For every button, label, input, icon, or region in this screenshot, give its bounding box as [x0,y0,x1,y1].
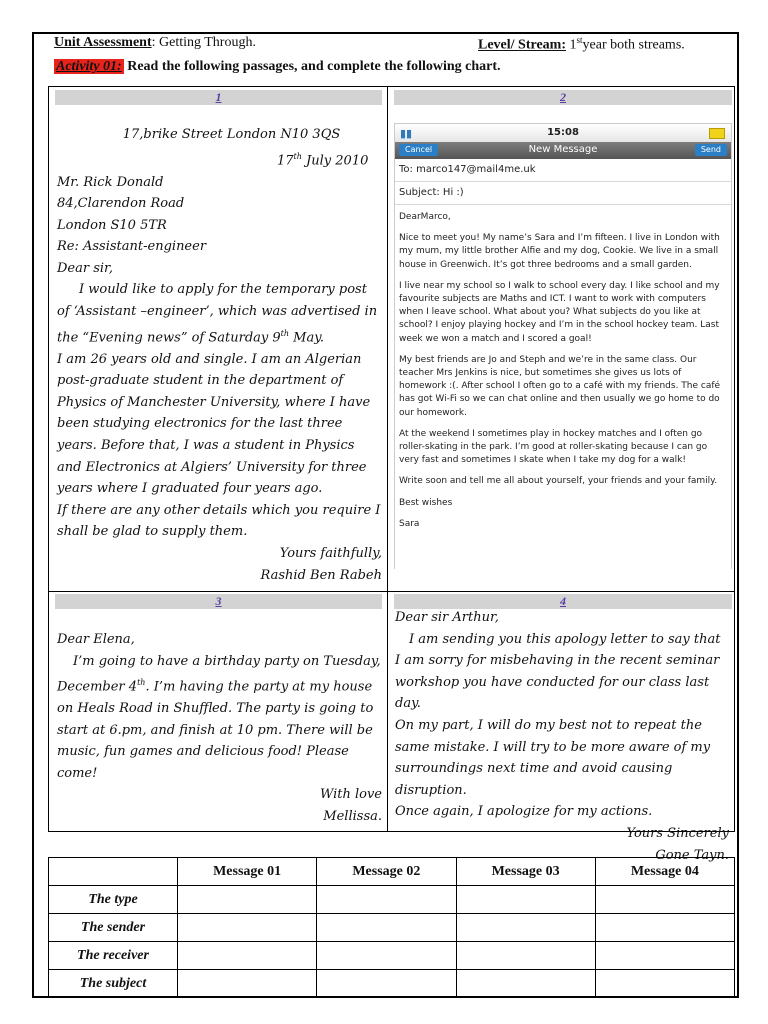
row-header: The sender [49,914,178,942]
column-header: Message 01 [178,858,317,886]
answer-cell[interactable] [317,970,456,998]
column-header: Message 04 [595,858,734,886]
subject-field[interactable]: Subject: Hi :) [395,182,731,205]
signal-icon: ▮▮ [400,127,413,140]
answer-cell[interactable] [317,914,456,942]
letter-paragraph: I’m going to have a birthday party on Tuesday, December 4th. I’m having the party at my house on Heals Road in Shuffled. The party is going to start at 6.pm, and finish at 10 pm. There will be music, fun games and delicious food! Please come! [57,653,381,781]
grid-divider-vertical [387,86,388,832]
email-paragraph: Write soon and tell me all about yourself, your friends and your family. [399,476,718,487]
answer-cell[interactable] [456,970,595,998]
column-header: Message 02 [317,858,456,886]
letter-greeting: Dear Elena, [57,632,135,647]
letter-signature: Mellissa. [323,809,382,825]
table-row [49,942,735,970]
email-screenshot [394,123,732,569]
recipient-name: Mr. Rick Donald [57,174,164,190]
phone-status-bar [395,124,731,142]
answer-cell[interactable] [595,914,734,942]
table-row [49,914,735,942]
column-header: Message 03 [456,858,595,886]
battery-icon [709,128,725,139]
email-paragraph: Nice to meet you! My name’s Sara and I’m fifteen. I live in London with my mum, my little brother Alfie and my dog, Cookie. We live in a small house in Greenwich. It’s got three bedrooms and a small garden. [399,233,720,270]
email-paragraph: My best friends are Jo and Steph and we’re in the same class. Our teacher Mrs Jenkins is nice, but sometimes she gives us lots of homework :(. After school I often go to a café with my friends. The café has got Wi-Fi so we can chat online and then usually we go home to do our homework. [399,354,721,418]
answer-cell[interactable] [317,942,456,970]
email-signoff: Best wishes [399,497,453,508]
to-field[interactable]: To: marco147@mail4me.uk [395,159,731,182]
email-paragraph: I live near my school so I walk to school every day. I like school and my favourite subjects are Maths and ICT. I want to work with computers when I leave school. What about you? What subjects do you like at school? I enjoy playing hockey and I’m in the school hockey team. Last week we won a match and I scored a goal! [399,280,720,344]
table-corner-cell [49,858,178,886]
send-button[interactable]: Send [695,144,727,156]
letter-greeting: Dear sir, [57,260,113,276]
answer-cell[interactable] [595,886,734,914]
letter-paragraph: On my part, I will do my best not to repeat the same mistake. I will try to be more aware of my surroundings next time and avoid causing disruption. [395,717,711,798]
letter-signature: Gone Tayn. [655,847,729,863]
letter-paragraph: Once again, I apologize for my actions. [395,804,653,820]
answer-cell[interactable] [595,942,734,970]
letter-1 [57,124,382,586]
email-greeting: DearMarco, [399,212,451,222]
status-time: 15:08 [547,127,579,138]
passage-number-2: 2 [394,90,732,105]
letter-subject: Re: Assistant-engineer [57,239,207,255]
letter-date: 17th July 2010 [277,151,369,168]
passage-number-1: 1 [55,90,382,105]
letter-paragraph: I would like to apply for the temporary post of ‘Assistant –engineer’, which was advertised in the “Evening news” of Saturday 9th May. [57,282,378,345]
email-title: New Message [528,144,598,155]
sender-address: 17,brike Street London N10 3QS [122,127,341,142]
letter-signature: Rashid Ben Rabeh [260,567,382,583]
answer-chart [48,857,735,998]
table-row [49,886,735,914]
answer-cell[interactable] [178,914,317,942]
letter-greeting: Dear sir Arthur, [395,610,499,625]
letter-3 [57,629,382,828]
email-signature: Sara [399,518,420,529]
level-stream: Level/ Stream: 1styear both streams. [478,35,685,53]
answer-cell[interactable] [178,886,317,914]
answer-cell[interactable] [317,886,456,914]
answer-cell[interactable] [456,914,595,942]
email-body[interactable] [395,205,731,571]
letter-closing: With love [319,787,382,803]
grid-divider-horizontal [48,591,735,592]
row-header: The subject [49,970,178,998]
unit-assessment: Unit Assessment: Getting Through. [54,35,256,50]
answer-cell[interactable] [456,886,595,914]
cancel-button[interactable]: Cancel [399,144,438,156]
email-paragraph: At the weekend I sometimes play in hockey matches and I often go roller-skating in the park. I’m good at roller-skating because I can go very fast and sometimes I skate when I take my dog for a walk! [399,428,708,466]
answer-cell[interactable] [178,942,317,970]
row-header: The receiver [49,942,178,970]
recipient-street: 84,Clarendon Road [57,196,185,212]
table-header-row [49,858,735,886]
letter-paragraph: I am 26 years old and single. I am an Algerian post-graduate student in the department of Physics of Manchester University, where I have been studying electronics for the last three years. Before that, I was a student in Physics and Electronics at Algiers’ University for three years where I graduated four years ago. [57,351,371,497]
table-row [49,970,735,998]
email-nav-bar [395,142,731,159]
letter-closing: Yours faithfully, [279,545,382,561]
recipient-city: London S10 5TR [57,217,167,233]
letter-4 [395,607,729,866]
row-header: The type [49,886,178,914]
letter-closing: Yours Sincerely [626,825,729,841]
activity-tag: Activity 01: [56,59,122,74]
letter-paragraph: I am sending you this apology letter to say that I am sorry for misbehaving in the recent seminar workshop you have conducted for our class last day. [395,631,721,712]
answer-cell[interactable] [178,970,317,998]
answer-cell[interactable] [456,942,595,970]
letter-paragraph: If there are any other details which you require I shall be glad to supply them. [57,502,381,540]
passage-number-3: 3 [55,594,382,609]
answer-cell[interactable] [595,970,734,998]
passage-number-4: 4 [394,594,732,609]
activity-instruction: Activity 01: Read the following passages, and complete the following chart. [56,59,501,74]
